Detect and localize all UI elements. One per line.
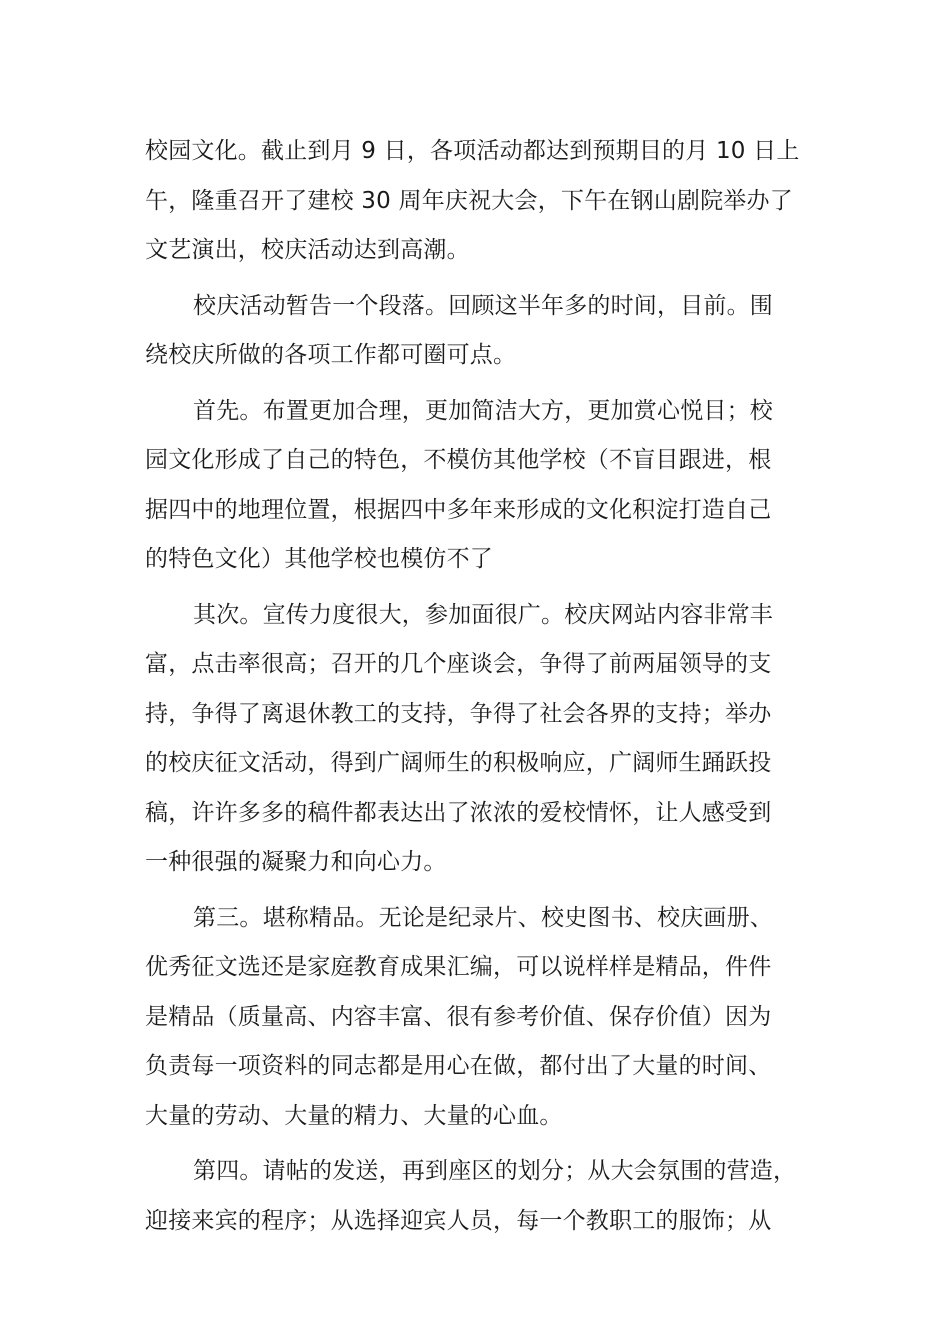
text-line: 富，点击率很高；召开的几个座谈会，争得了前两届领导的支 [145, 651, 772, 677]
text-line: 文艺演出，校庆活动达到高潮。 [145, 237, 470, 263]
paragraph [145, 894, 825, 1142]
text-line: 是精品（质量高、内容丰富、很有参考价值、保存价值）因为 [145, 1003, 772, 1030]
text-line: 第三。堪称精品。无论是纪录片、校史图书、校庆画册、 [193, 904, 773, 931]
text-line: 持，争得了离退休教工的支持，争得了社会各界的支持；举办 [145, 700, 772, 727]
text-line: 校庆活动暂告一个段落。回顾这半年多的时间，目前。围 [193, 292, 773, 319]
paragraph [145, 127, 825, 276]
text-line: 负责每一项资料的同志都是用心在做，都付出了大量的时间、 [145, 1053, 772, 1079]
text-line: 校园文化。截止到月 9 日，各项活动都达到预期目的月 10 日上 [145, 138, 800, 164]
text-line: 迎接来宾的程序；从选择迎宾人员，每一个教职工的服饰；从 [145, 1207, 772, 1234]
paragraph [145, 282, 825, 381]
text-line: 优秀征文选还是家庭教育成果汇编，可以说样样是精品，件件 [145, 954, 772, 980]
document-body [145, 127, 825, 1246]
text-line: 第四。请帖的发送，再到座区的划分；从大会氛围的营造， [193, 1158, 797, 1184]
paragraph [145, 591, 825, 888]
text-line: 的校庆征文活动，得到广阔师生的积极响应，广阔师生踊跃投 [145, 750, 772, 776]
text-line: 绕校庆所做的各项工作都可圈可点。 [145, 342, 517, 368]
text-line: 其次。宣传力度很大，参加面很广。校庆网站内容非常丰 [193, 601, 773, 628]
text-line: 园文化形成了自己的特色，不模仿其他学校（不盲目跟进，根 [145, 447, 772, 473]
text-line: 的特色文化）其他学校也模仿不了 [145, 546, 493, 572]
text-line: 大量的劳动、大量的精力、大量的心血。 [145, 1102, 563, 1129]
text-line: 据四中的地理位置，根据四中多年来形成的文化积淀打造自己 [145, 496, 772, 523]
text-line: 稿，许许多多的稿件都表达出了浓浓的爱校情怀，让人感受到 [145, 799, 772, 826]
paragraph [145, 387, 825, 585]
text-line: 一种很强的凝聚力和向心力。 [145, 849, 447, 875]
paragraph [145, 1147, 825, 1246]
text-line: 首先。布置更加合理，更加简洁大方，更加赏心悦目；校 [193, 397, 773, 424]
text-line: 午，隆重召开了建校 30 周年庆祝大会，下午在钢山剧院举办了 [145, 187, 793, 214]
